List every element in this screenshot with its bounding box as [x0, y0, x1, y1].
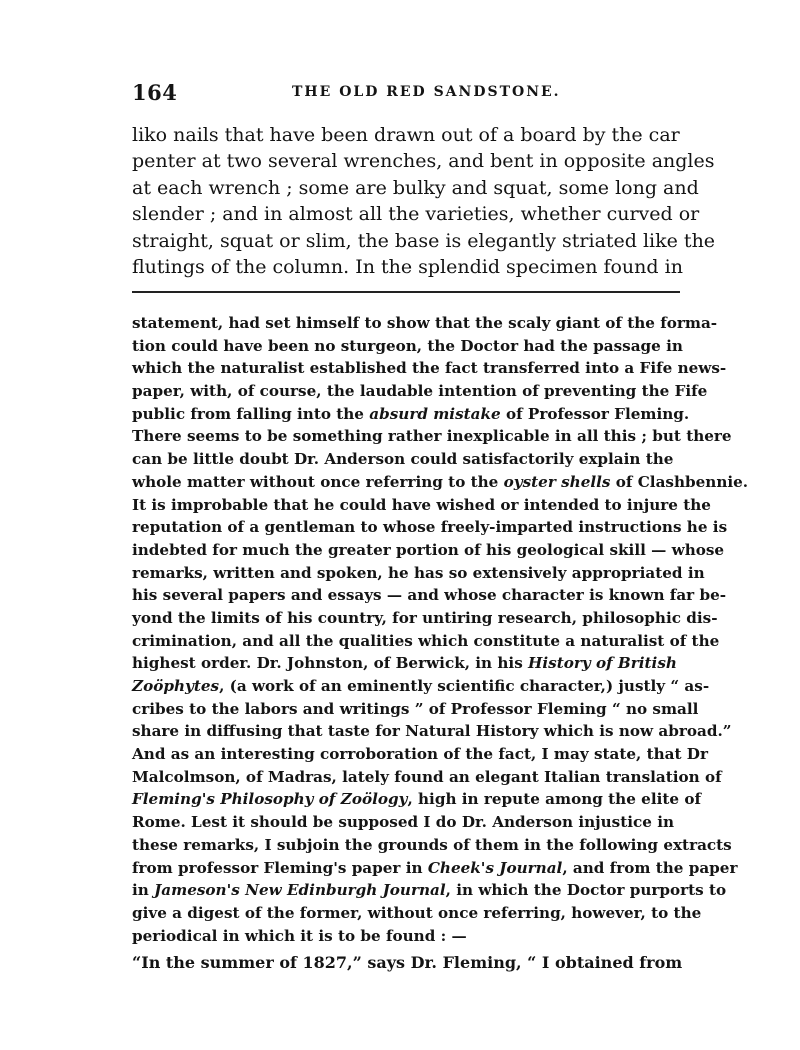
footnote-line: can be little doubt Dr. Anderson could satisfactorily explain the — [132, 450, 674, 469]
footnote-line — [132, 857, 738, 880]
footnote-line: statement, had set himself to show that the scaly giant of the forma- — [132, 314, 718, 332]
footnote-line: It is improbable that he could have wished or intended to injure the — [132, 495, 711, 514]
footnote-line: reputation of a gentleman to whose freely-imparted instructions he is — [132, 518, 728, 537]
footnote-text: public from falling into the — [132, 404, 370, 423]
footnote-line: crimination, and all the qualities which constitute a naturalist of the — [132, 631, 720, 650]
main-text-line: at each wrench ; some are bulky and squat, some long and — [132, 176, 699, 199]
footnote-text: of Professor Fleming. — [500, 404, 690, 423]
main-text-line: liko nails that have been drawn out of a board by the car — [132, 124, 680, 146]
footnote-line — [132, 403, 692, 426]
page-number: 164 — [132, 80, 178, 105]
footnote-italic-text: History of British — [528, 654, 677, 673]
main-text-line: flutings of the column. In the splendid specimen found in — [132, 255, 683, 278]
footnote-italic-text: Fleming's Philosophy of Zoölogy — [132, 790, 408, 809]
footnote-text: in — [132, 881, 155, 900]
main-text-line: slender ; and in almost all the varieties, whether curved or — [132, 203, 700, 226]
running-head: THE OLD RED SANDSTONE. — [292, 84, 561, 100]
footnote-line: his several papers and essays — and whose character is known far be- — [132, 586, 727, 605]
main-text-line: straight, squat or slim, the base is elegantly striated like the — [132, 229, 716, 252]
footnote-line: Rome. Lest it should be supposed I do Dr. Anderson injustice in — [132, 813, 675, 832]
footnote-text: , in which the Doctor purports to — [445, 881, 727, 900]
footnote — [132, 312, 749, 975]
footnote-line: Malcolmson, of Madras, lately found an elegant Italian translation of — [132, 767, 722, 786]
footnote-italic-text: Cheek's Journal — [427, 858, 563, 877]
page-header — [132, 80, 680, 110]
footnote-line: these remarks, I subjoin the grounds of them in the following extracts — [132, 835, 732, 854]
footnote-line: which the naturalist established the fact transferred into a Fife news- — [132, 359, 727, 378]
main-text-line: penter at two several wrenches, and bent in opposite angles — [132, 150, 715, 173]
footnote-text: from professor Fleming's paper in — [132, 858, 428, 877]
footnote-text: whole matter without once referring to the — [132, 472, 504, 491]
footnote-line: tion could have been no sturgeon, the Doctor had the passage in — [132, 336, 683, 355]
footnote-line: periodical in which it is to be found : — — [132, 926, 467, 945]
footnote-line: “In the summer of 1827,” says Dr. Fleming, “ I obtained from — [132, 953, 683, 973]
footnote-italic-text: Zoöphytes — [132, 677, 220, 695]
footnote-line: give a digest of the former, without once referring, however, to the — [132, 903, 702, 922]
footnote-line — [132, 788, 701, 811]
footnote-line: yond the limits of his country, for untiring research, philosophic dis- — [132, 608, 718, 627]
footnote-text: highest order. Dr. Johnston, of Berwick, in his — [132, 654, 529, 673]
footnote-text: of Clashbennie. — [610, 472, 749, 491]
footnote-line: share in diffusing that taste for Natural History which is now abroad.” — [132, 722, 732, 741]
footnote-line: remarks, written and spoken, he has so extensively appropriated in — [132, 563, 705, 582]
footnote-line — [132, 879, 727, 902]
footnote-line — [132, 652, 692, 675]
footnote-rule — [132, 291, 680, 293]
footnote-text: , (a work of an eminently scientific character,) justly “ as- — [219, 677, 710, 695]
footnote-line: indebted for much the greater portion of his geological skill — whose — [132, 540, 725, 559]
footnote-line: There seems to be something rather inexplicable in all this ; but there — [132, 427, 732, 446]
footnote-line — [132, 471, 749, 494]
footnote-text: , and from the paper — [562, 858, 738, 877]
footnote-italic-text: oyster shells — [503, 472, 611, 491]
footnote-italic-text: Jameson's New Edinburgh Journal — [154, 881, 446, 900]
footnote-line — [132, 675, 710, 698]
footnote-line: cribes to the labors and writings ” of Professor Fleming “ no small — [132, 699, 699, 718]
footnote-italic-text: absurd mistake — [369, 404, 501, 423]
footnote-line: And as an interesting corroboration of the fact, I may state, that Dr — [132, 745, 708, 764]
footnote-text: , high in repute among the elite of — [407, 790, 701, 809]
footnote-line: paper, with, of course, the laudable intention of preventing the Fife — [132, 382, 708, 401]
main-text — [132, 122, 716, 280]
